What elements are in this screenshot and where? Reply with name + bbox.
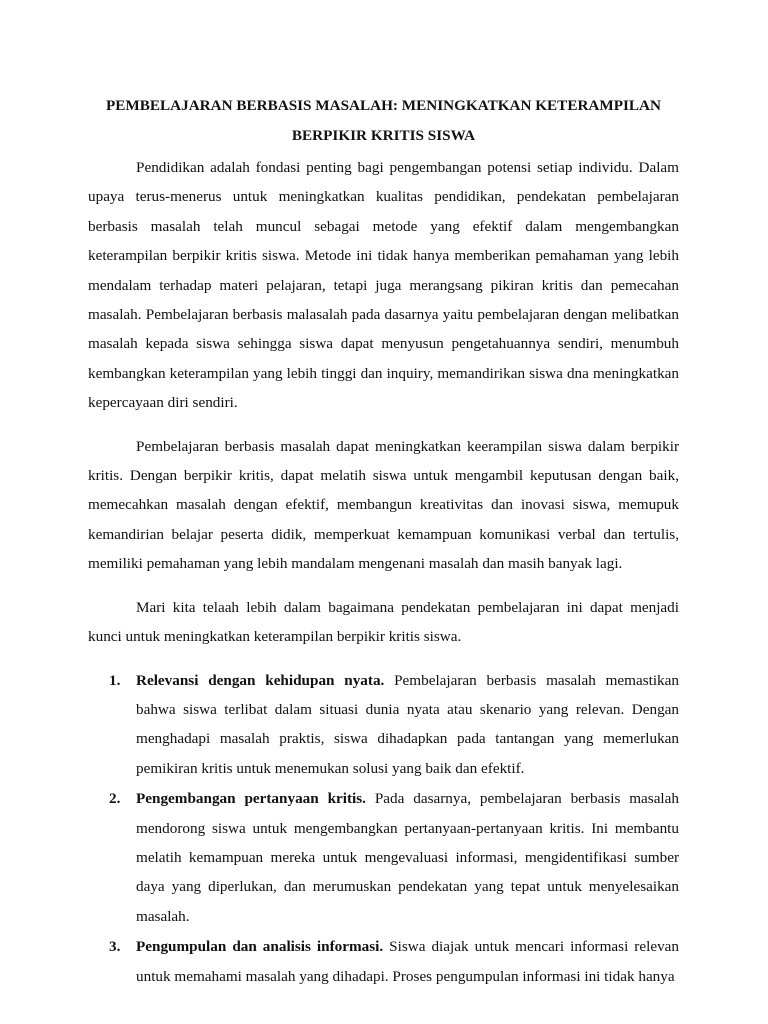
list-item-text: Pada dasarnya, pembelajaran berbasis masalah mendorong siswa untuk mengembangkan pertanyaan-pertanyaan kritis. Ini membantu melatih kemampuan mereka untuk mengevaluasi informasi, mengidentifikasi sumber daya yang diperlukan, dan merumuskan pendekatan yang tepat untuk menyelesaikan masalah.: [136, 790, 679, 925]
document-title: PEMBELAJARAN BERBASIS MASALAH: MENINGKATKAN KETERAMPILAN BERPIKIR KRITIS SISWA: [106, 97, 661, 144]
list-item-heading: Pengembangan pertanyaan kritis.: [136, 790, 375, 808]
paragraph-critical-thinking: Pembelajaran berbasis masalah dapat meningkatkan keerampilan siswa dalam berpikir kritis. Dengan berpikir kritis, dapat melatih siswa untuk mengambil keputusan dengan baik, memecahkan masalah dengan efektif, membangun kreativitas dan inovasi siswa, memupuk kemandirian belajar peserta didik, memperkuat kemampuan komunikasi verbal dan tertulis, memiliki pemahaman yang lebih mandalam mengenani masalah dan masih banyak lagi.: [88, 437, 679, 573]
paragraph-intro: Pendidikan adalah fondasi penting bagi pengembangan potensi setiap individu. Dalam upaya terus-menerus untuk meningkatkan kualitas pendidikan, pendekatan pembelajaran berbasis masalah telah muncul sebagai metode yang efektif dalam mengembangkan keterampilan berpikir kritis siswa. Metode ini tidak hanya memberikan pemahaman yang lebih mendalam terhadap materi pelajaran, tetapi juga merangsang pikiran kritis dan pemecahan masalah. Pembelajaran berbasis malasalah pada dasarnya yaitu pembelajaran dengan melibatkan masalah kepada siswa sehingga siswa dapat menyusun pengetahuannya sendiri, menumbuh kembangkan keterampilan yang lebih tinggi dan inquiry, memandirikan siswa dna meningkatkan kepercayaan diri sendiri.: [88, 159, 679, 412]
list-item: [88, 784, 679, 931]
paragraph-transition: Mari kita telaah lebih dalam bagaimana pendekatan pembelajaran ini dapat menjadi kunci untuk meningkatkan keterampilan berpikir kritis siswa.: [88, 598, 679, 646]
list-item-number: 3.: [109, 938, 121, 956]
list-item-text: Siswa diajak untuk mencari informasi relevan untuk memahami masalah yang dihadapi. Proses pengumpulan informasi ini tidak hanya: [136, 938, 679, 985]
list-item: [88, 932, 679, 991]
list-item-heading: Pengumpulan dan analisis informasi.: [136, 938, 390, 956]
document-body: [88, 91, 679, 992]
list-item-text: Pembelajaran berbasis masalah memastikan bahwa siswa terlibat dalam situasi dunia nyata atau skenario yang relevan. Dengan menghadapi masalah praktis, siswa dihadapkan pada tantangan yang memerlukan pemikiran kritis untuk menemukan solusi yang baik dan efektif.: [136, 671, 679, 777]
list-item-heading: Relevansi dengan kehidupan nyata.: [136, 671, 395, 689]
list-item-number: 2.: [109, 790, 121, 808]
list-item-number: 1.: [109, 671, 121, 689]
list-item: [88, 666, 679, 784]
numbered-list: [88, 666, 679, 991]
